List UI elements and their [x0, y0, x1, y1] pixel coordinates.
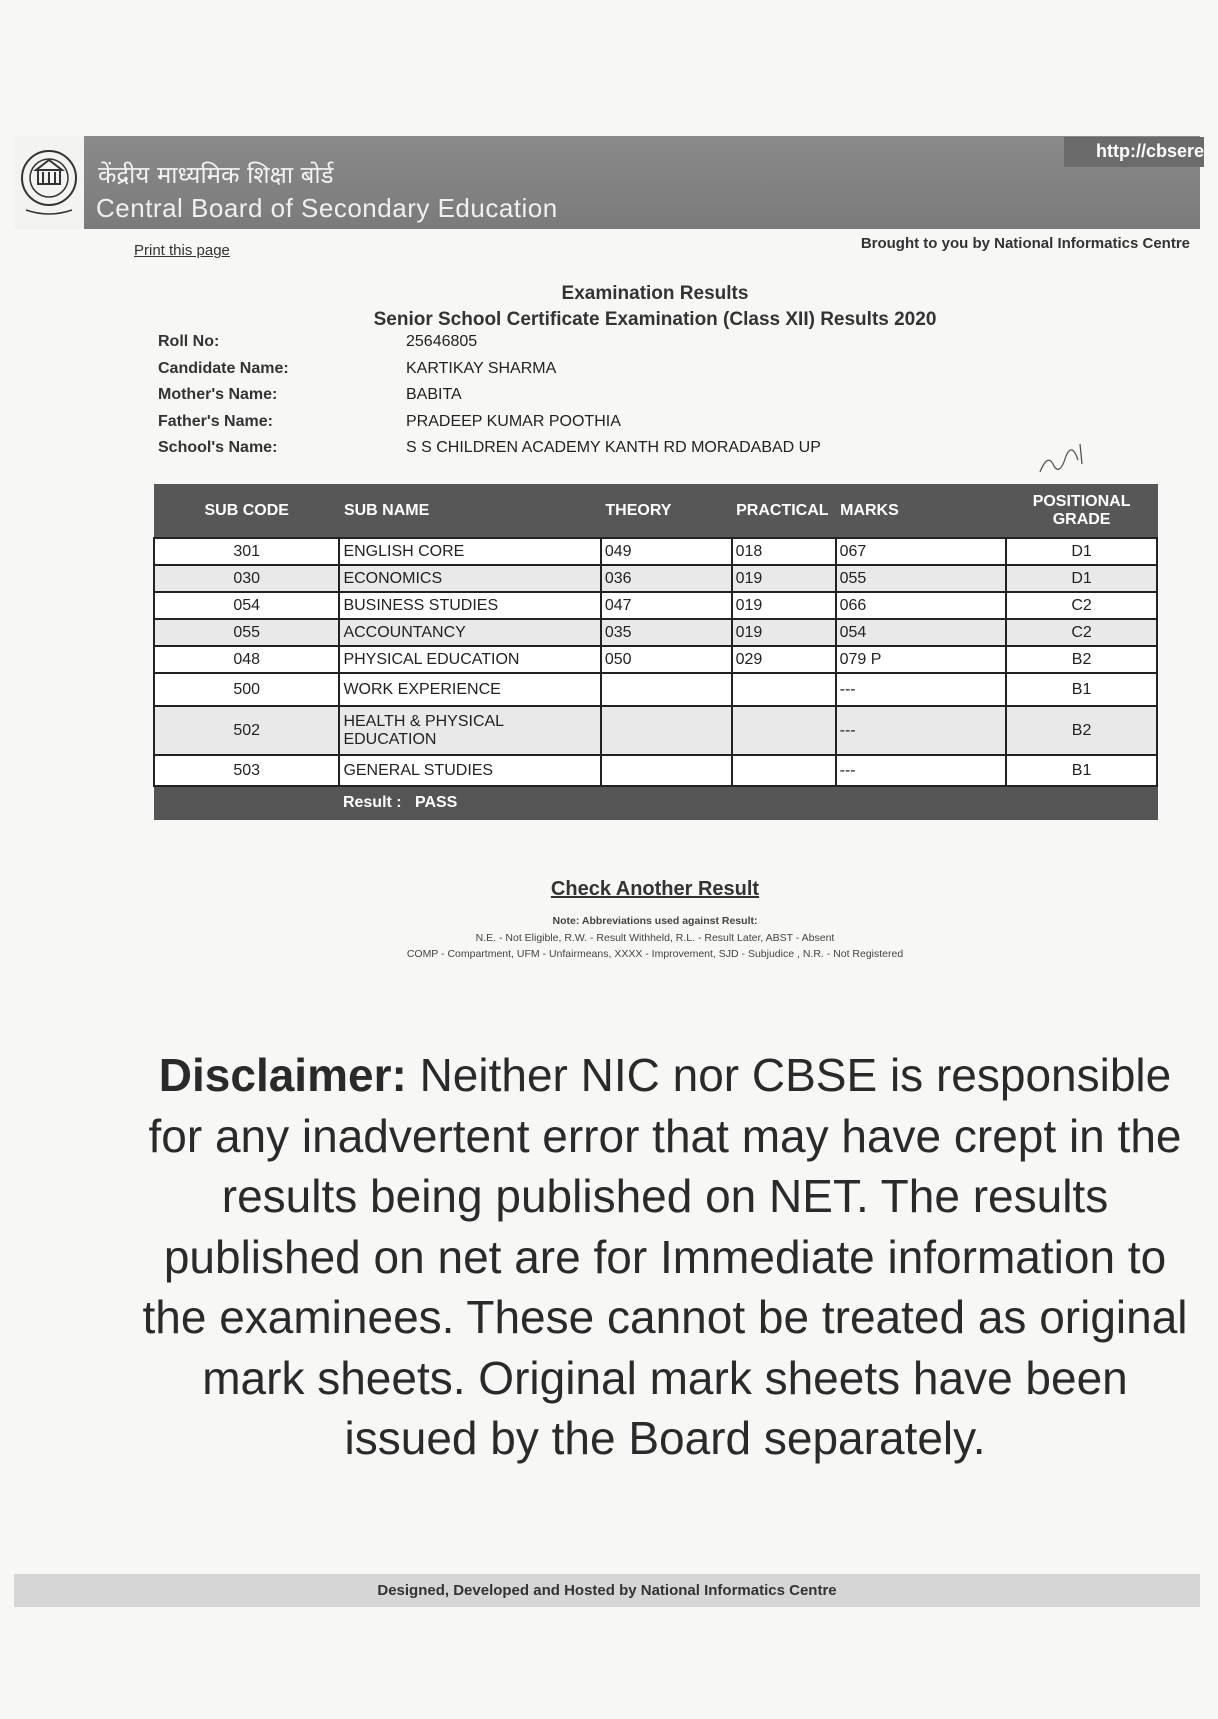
- cell-theory: 035: [601, 619, 732, 646]
- cell-practical: 019: [732, 592, 836, 619]
- note-heading: Note: Abbreviations used against Result:: [552, 915, 758, 927]
- cell-grade: B1: [1006, 673, 1157, 706]
- disclaimer-body: Neither NIC nor CBSE is responsible for any inadvertent error that may have crept in the results being published on NET. The results published on net are for Immediate information to the examinees. These cannot be treated as original mark sheets. Original mark sheets have been issued by the Board separately.: [142, 1049, 1188, 1464]
- board-name-english: Central Board of Secondary Education: [96, 193, 558, 223]
- cell-theory: 050: [601, 646, 732, 673]
- cell-sub-code: 502: [154, 706, 339, 755]
- brought-by-text: Brought to you by National Informatics Centre: [860, 235, 1190, 252]
- footer-credit: Designed, Developed and Hosted by National Informatics Centre: [14, 1574, 1200, 1607]
- table-row: [154, 592, 1157, 619]
- results-table: [153, 484, 1158, 820]
- detail-label: Father's Name:: [158, 412, 273, 430]
- cell-sub-code: 301: [154, 538, 339, 565]
- cell-practical: 018: [732, 538, 836, 565]
- board-name-hindi: केंद्रीय माध्यमिक शिक्षा बोर्ड: [98, 161, 334, 189]
- cell-marks: 055: [836, 565, 1007, 592]
- table-row: [154, 673, 1157, 706]
- exam-subtitle: Senior School Certificate Examination (Class XII) Results 2020: [373, 309, 937, 330]
- cell-marks: 054: [836, 619, 1007, 646]
- detail-label: School's Name:: [158, 439, 278, 456]
- result-spacer: [154, 786, 339, 820]
- header-positional-grade: POSITIONAL GRADE: [1006, 485, 1157, 539]
- result-value: PASS: [414, 794, 458, 811]
- cell-sub-name: GENERAL STUDIES: [339, 755, 600, 786]
- cell-sub-name: ACCOUNTANCY: [339, 619, 600, 646]
- result-row: [154, 786, 1157, 820]
- cell-grade: B1: [1006, 755, 1157, 786]
- cell-sub-name: WORK EXPERIENCE: [339, 673, 600, 706]
- cell-sub-name: HEALTH & PHYSICAL EDUCATION: [339, 706, 600, 755]
- cell-grade: D1: [1006, 565, 1157, 592]
- cell-marks: 067: [836, 538, 1007, 565]
- result-cell: [339, 786, 1157, 820]
- detail-label: Mother's Name:: [158, 386, 278, 403]
- cell-marks: ---: [836, 755, 1007, 786]
- cell-marks: 079 P: [836, 646, 1007, 673]
- cell-practical: 029: [732, 646, 836, 673]
- cell-grade: C2: [1006, 619, 1157, 646]
- cell-practical: [732, 755, 836, 786]
- site-url[interactable]: http://cbsere: [1064, 137, 1204, 167]
- cell-sub-code: 500: [154, 673, 339, 706]
- cell-practical: 019: [732, 565, 836, 592]
- cell-sub-code: 054: [154, 592, 339, 619]
- cell-sub-code: 503: [154, 755, 339, 786]
- table-row: [154, 755, 1157, 786]
- cell-marks: 066: [836, 592, 1007, 619]
- table-row: [154, 646, 1157, 673]
- print-page-link[interactable]: Print this page: [134, 242, 230, 259]
- cell-sub-code: 048: [154, 646, 339, 673]
- cell-practical: [732, 706, 836, 755]
- cell-sub-code: 030: [154, 565, 339, 592]
- detail-value: 25646805: [406, 333, 478, 350]
- table-row: [154, 619, 1157, 646]
- cell-theory: 049: [601, 538, 732, 565]
- detail-label: Candidate Name:: [158, 359, 289, 377]
- cell-grade: B2: [1006, 646, 1157, 673]
- header-sub-code: SUB CODE: [154, 485, 339, 539]
- cell-theory: [601, 706, 732, 755]
- cell-practical: [732, 673, 836, 706]
- cbse-emblem: [14, 136, 84, 229]
- detail-label: Roll No:: [158, 333, 220, 350]
- exam-title: Examination Results: [561, 283, 749, 304]
- cell-sub-name: ENGLISH CORE: [339, 538, 600, 565]
- cell-grade: B2: [1006, 706, 1157, 755]
- detail-value: BABITA: [406, 386, 462, 403]
- disclaimer-text: [140, 1045, 1190, 1469]
- check-another-result-link[interactable]: Check Another Result: [550, 878, 760, 900]
- note-line-1: N.E. - Not Eligible, R.W. - Result Withheld, R.L. - Result Later, ABST - Absent: [475, 932, 835, 944]
- table-header-row: [154, 485, 1157, 539]
- header-sub-name: SUB NAME: [339, 485, 600, 539]
- header-practical: PRACTICAL: [732, 485, 836, 539]
- disclaimer-lead: Disclaimer:: [158, 1049, 407, 1101]
- detail-value: PRADEEP KUMAR POOTHIA: [406, 412, 621, 430]
- cell-marks: ---: [836, 706, 1007, 755]
- cell-sub-code: 055: [154, 619, 339, 646]
- cell-practical: 019: [732, 619, 836, 646]
- detail-value: KARTIKAY SHARMA: [406, 359, 557, 377]
- cell-grade: C2: [1006, 592, 1157, 619]
- cell-sub-name: ECONOMICS: [339, 565, 600, 592]
- cell-theory: 036: [601, 565, 732, 592]
- cell-sub-name: PHYSICAL EDUCATION: [339, 646, 600, 673]
- cell-marks: ---: [836, 673, 1007, 706]
- result-label: Result :: [342, 794, 402, 811]
- cell-theory: [601, 673, 732, 706]
- cell-sub-name: BUSINESS STUDIES: [339, 592, 600, 619]
- table-row: [154, 706, 1157, 755]
- header-theory: THEORY: [601, 485, 732, 539]
- cell-theory: 047: [601, 592, 732, 619]
- handwritten-mark-icon: [1020, 432, 1100, 482]
- cell-theory: [601, 755, 732, 786]
- header-marks: MARKS: [836, 485, 1007, 539]
- table-row: [154, 538, 1157, 565]
- note-line-2: COMP - Compartment, UFM - Unfairmeans, XXXX - Improvement, SJD - Subjudice , N.R. - Not Registered: [406, 948, 904, 960]
- table-row: [154, 565, 1157, 592]
- cell-grade: D1: [1006, 538, 1157, 565]
- detail-value: S S CHILDREN ACADEMY KANTH RD MORADABAD UP: [406, 439, 821, 456]
- cbse-logo-icon: [20, 144, 78, 220]
